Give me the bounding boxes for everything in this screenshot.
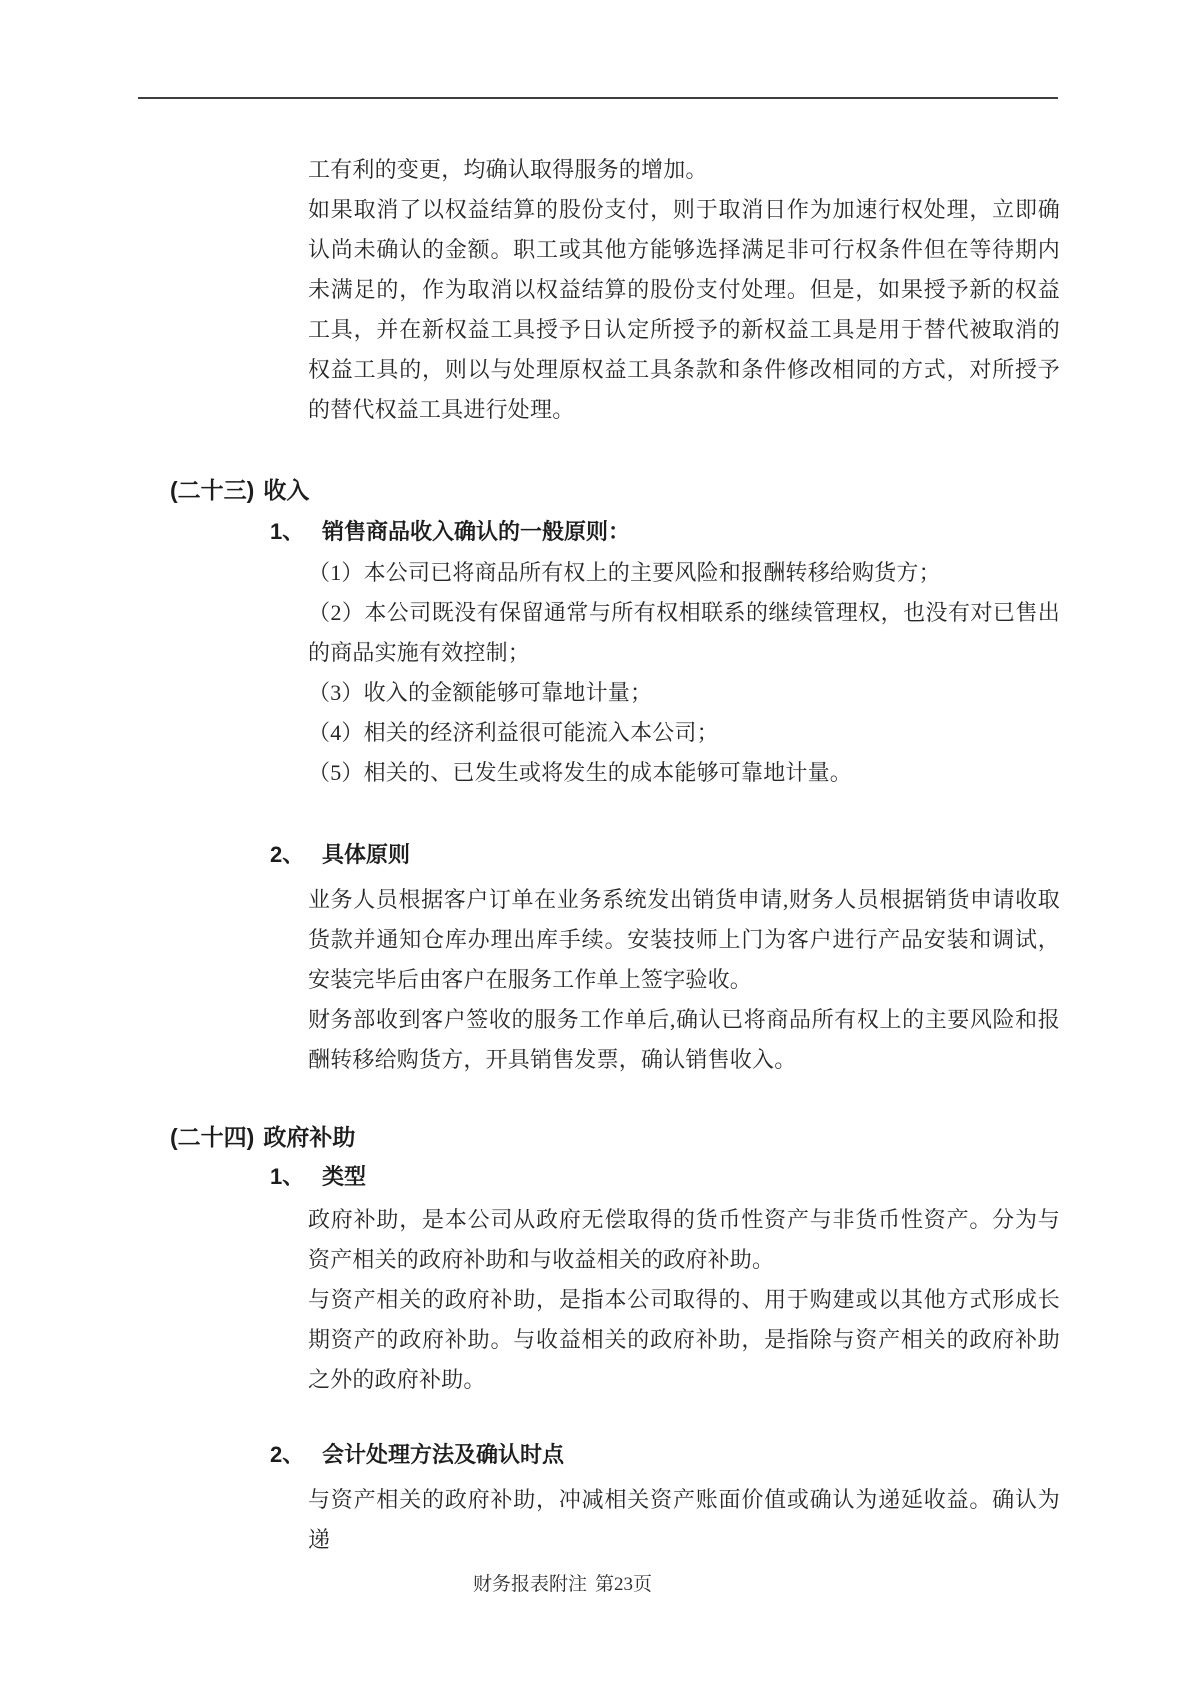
- specific-principles-block: [308, 880, 1060, 1080]
- subsection-number: 1、: [270, 519, 305, 544]
- list-item: （5）相关的、已发生或将发生的成本能够可靠地计量。: [308, 760, 853, 785]
- page-footer: [140, 1565, 985, 1605]
- paragraph: 如果取消了以权益结算的股份支付，则于取消日作为加速行权处理，立即确认尚未确认的金额。职工或其他方能够选择满足非可行权条件但在等待期内未满足的，作为取消以权益结算的股份支付处理。但是，如果授予新的权益工具，并在新权益工具授予日认定所授予的新权益工具是用于替代被取消的权益工具的，则以与处理原权益工具条款和条件修改相同的方式，对所授予的替代权益工具进行处理。: [308, 197, 1060, 422]
- subsection-title: 具体原则: [322, 842, 411, 867]
- subsection-title: 会计处理方法及确认时点: [322, 1442, 565, 1467]
- accounting-treatment-block: [308, 1480, 1060, 1560]
- section-title: 收入: [263, 477, 310, 503]
- section-title: 政府补助: [263, 1124, 356, 1150]
- paragraph: 与资产相关的政府补助，冲减相关资产账面价值或确认为递延收益。确认为递: [308, 1487, 1060, 1552]
- subsection-heading-accounting-treatment: [270, 1435, 564, 1475]
- page-number: 第23页: [595, 1574, 653, 1595]
- list-item: （4）相关的经济利益很可能流入本公司；: [308, 720, 719, 745]
- paragraph: 政府补助，是本公司从政府无偿取得的货币性资产与非货币性资产。分为与资产相关的政府补助和与收益相关的政府补助。: [308, 1207, 1060, 1272]
- subsection-heading-subsidy-type: [270, 1157, 366, 1197]
- subsection-number: 1、: [270, 1164, 305, 1189]
- subsection-number: 2、: [270, 1442, 305, 1467]
- list-item: （1）本公司已将商品所有权上的主要风险和报酬转移给购货方；: [308, 560, 941, 585]
- section-label: (二十三): [170, 477, 255, 503]
- paragraph: 工有利的变更，均确认取得服务的增加。: [308, 157, 708, 182]
- paragraph: 财务部收到客户签收的服务工作单后,确认已将商品所有权上的主要风险和报酬转移给购货方，开具销售发票，确认销售收入。: [308, 1007, 1060, 1072]
- revenue-criteria-list: [308, 553, 1060, 793]
- subsection-title: 销售商品收入确认的一般原则：: [322, 519, 631, 544]
- subsection-heading-specific-principles: [270, 835, 410, 875]
- subsidy-type-block: [308, 1200, 1060, 1400]
- section-label: (二十四): [170, 1124, 255, 1150]
- footer-label: 财务报表附注: [472, 1574, 587, 1595]
- section-24-heading: [170, 1117, 355, 1157]
- continuation-block: [308, 150, 1060, 430]
- paragraph: 与资产相关的政府补助，是指本公司取得的、用于购建或以其他方式形成长期资产的政府补助。与收益相关的政府补助，是指除与资产相关的政府补助之外的政府补助。: [308, 1287, 1060, 1392]
- paragraph: 业务人员根据客户订单在业务系统发出销货申请,财务人员根据销货申请收取货款并通知仓库办理出库手续。安装技师上门为客户进行产品安装和调试，安装完毕后由客户在服务工作单上签字验收。: [308, 887, 1060, 992]
- subsection-title: 类型: [322, 1164, 367, 1189]
- subsection-heading-sales-revenue: [270, 512, 630, 552]
- section-23-heading: [170, 470, 309, 510]
- header-rule: [138, 97, 1058, 99]
- subsection-number: 2、: [270, 842, 305, 867]
- list-item: （3）收入的金额能够可靠地计量；: [308, 680, 653, 705]
- list-item: （2）本公司既没有保留通常与所有权相联系的继续管理权，也没有对已售出的商品实施有效控制；: [308, 600, 1060, 665]
